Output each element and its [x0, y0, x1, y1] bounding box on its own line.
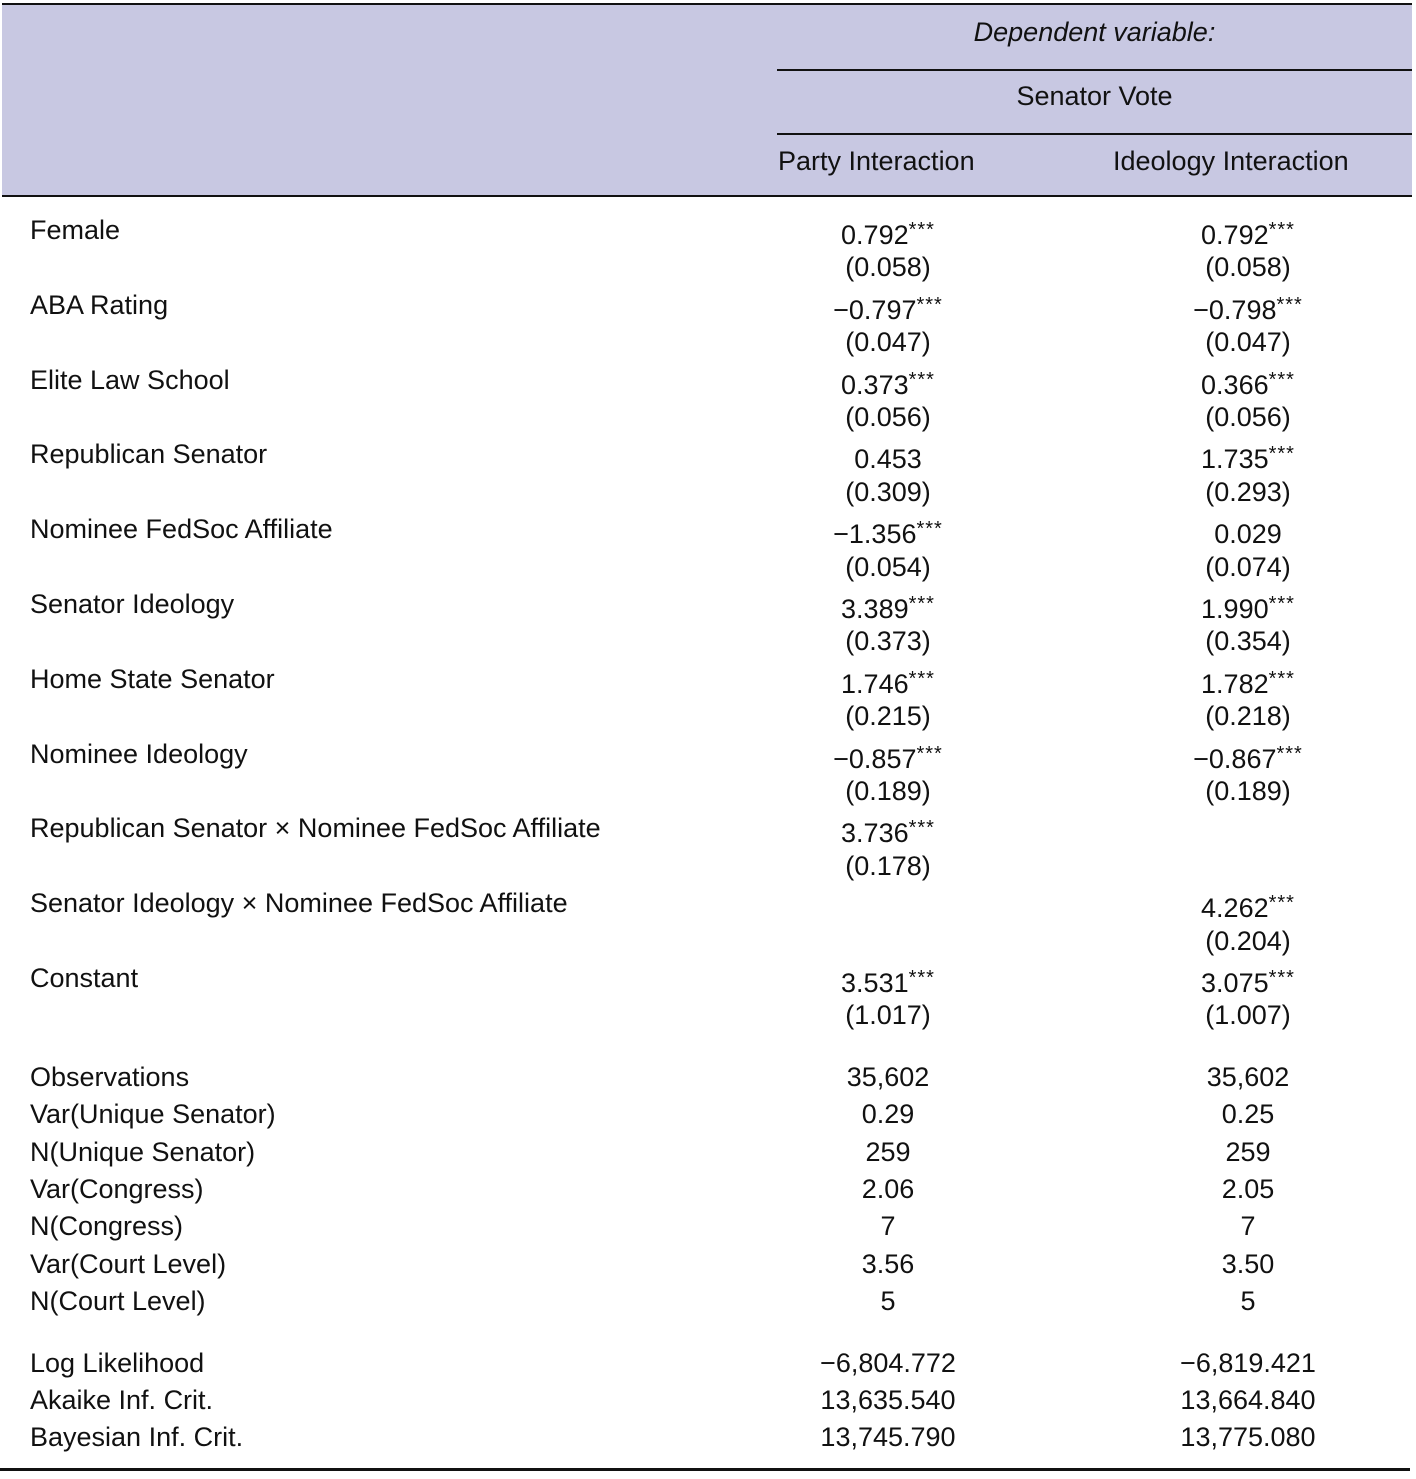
party-estimate [700, 362, 1076, 404]
model-stat-row [0, 1171, 1410, 1208]
ideology-estimate [1060, 511, 1416, 553]
significance-stars: *** [908, 593, 935, 615]
ideology-standard-error: (0.189) [1205, 776, 1291, 806]
ideology-stat-value: 35,602 [1206, 1061, 1290, 1092]
table-header [2, 3, 1412, 197]
variable-label: Senator Ideology × Nominee FedSoc Affiliate [30, 888, 568, 919]
significance-stars: *** [1268, 967, 1295, 989]
significance-stars: *** [1268, 443, 1295, 466]
stat-label: Var(Court Level) [30, 1248, 227, 1279]
significance-stars: *** [1276, 293, 1303, 316]
fit-stat-row [0, 1419, 1410, 1456]
fit-stat-row [0, 1345, 1410, 1382]
party-estimate [700, 511, 1076, 553]
standard-error-row [0, 249, 1410, 286]
estimate-value: −0.797 [833, 294, 917, 325]
coefficient-row [0, 511, 1410, 548]
party-standard-error: (0.189) [845, 776, 931, 806]
party-stat-value: 0.29 [861, 1099, 915, 1130]
party-standard-error: (1.017) [845, 1000, 931, 1031]
stat-label: Bayesian Inf. Crit. [30, 1422, 244, 1453]
party-stat-value: 7 [880, 1211, 896, 1242]
variable-label: Home State Senator [30, 663, 275, 694]
party-standard-error: (0.054) [845, 551, 931, 582]
estimate-value: −0.867 [1193, 743, 1277, 774]
ideology-standard-error: (0.074) [1205, 551, 1291, 582]
party-estimate [700, 287, 1076, 329]
estimate-value: 0.029 [1214, 519, 1282, 550]
standard-error-row [0, 773, 1410, 810]
regression-table [2, 3, 1412, 197]
significance-stars: *** [1268, 368, 1295, 391]
ideology-estimate [1060, 362, 1416, 404]
party-stat-value: 259 [865, 1136, 911, 1167]
estimate-value: 1.782 [1201, 668, 1269, 699]
variable-label: Elite Law School [30, 364, 230, 395]
significance-stars: *** [908, 368, 935, 391]
header-rule [777, 133, 1412, 135]
coefficient-row [0, 362, 1410, 399]
party-estimate [700, 661, 1076, 703]
coefficient-row [0, 960, 1410, 997]
stat-label: Akaike Inf. Crit. [30, 1385, 214, 1415]
standard-error-row [0, 549, 1410, 586]
model-stat-row [0, 1208, 1410, 1245]
standard-error-row [0, 474, 1410, 511]
ideology-estimate [1060, 212, 1416, 254]
standard-error-row [0, 623, 1410, 660]
variable-label: Constant [30, 963, 139, 993]
variable-label: Female [30, 215, 121, 245]
coefficient-row [0, 287, 1410, 324]
estimate-value: 0.373 [841, 369, 909, 400]
party-estimate [700, 960, 1076, 1002]
significance-stars: *** [916, 518, 943, 541]
variable-label: Republican Senator [30, 439, 268, 470]
ideology-standard-error: (0.058) [1205, 252, 1291, 283]
stat-label: Var(Unique Senator) [30, 1099, 276, 1130]
ideology-estimate [1060, 885, 1416, 927]
fit-stat-row [0, 1382, 1410, 1419]
party-standard-error: (0.309) [845, 476, 931, 507]
column-header-ideology: Ideology Interaction [1113, 146, 1349, 176]
ideology-stat-value: 13,775.080 [1180, 1422, 1316, 1453]
model-stat-row [0, 1246, 1410, 1283]
party-stat-value: 5 [880, 1286, 896, 1317]
estimate-value: −0.798 [1193, 294, 1277, 325]
party-standard-error: (0.215) [845, 701, 931, 732]
significance-stars: *** [908, 817, 935, 840]
estimate-value: 0.792 [1201, 220, 1269, 250]
model-stat-row [0, 1134, 1410, 1171]
party-stat-value: 13,745.790 [820, 1422, 956, 1453]
coefficient-row [0, 810, 1410, 847]
coefficient-row [0, 586, 1410, 623]
estimate-value: 3.389 [841, 594, 909, 624]
ideology-estimate [1060, 586, 1416, 628]
stat-label: N(Court Level) [30, 1286, 206, 1317]
significance-stars: *** [1268, 593, 1295, 615]
estimate-value: 4.262 [1201, 893, 1269, 924]
variable-label: Republican Senator × Nominee FedSoc Affiliate [30, 813, 601, 844]
ideology-stat-value: 2.05 [1221, 1174, 1275, 1204]
ideology-standard-error: (0.354) [1205, 626, 1291, 657]
party-estimate [700, 436, 1076, 478]
significance-stars: *** [1268, 219, 1295, 241]
estimate-value: −0.857 [833, 743, 917, 774]
party-stat-value: 13,635.540 [820, 1385, 956, 1415]
ideology-standard-error: (0.047) [1205, 327, 1291, 358]
standard-error-row [0, 997, 1410, 1034]
ideology-stat-value: 259 [1225, 1136, 1271, 1167]
estimate-value: 0.453 [854, 444, 922, 475]
ideology-estimate [1060, 661, 1416, 703]
coefficient-row [0, 885, 1410, 922]
ideology-standard-error: (1.007) [1205, 1000, 1291, 1031]
party-stat-value: 3.56 [861, 1248, 915, 1279]
ideology-stat-value: 0.25 [1221, 1099, 1275, 1130]
party-estimate [700, 212, 1076, 254]
significance-stars: *** [1268, 667, 1295, 690]
coefficient-row [0, 212, 1410, 249]
stat-label: N(Unique Senator) [30, 1136, 256, 1167]
standard-error-row [0, 848, 1410, 885]
coefficient-row [0, 436, 1410, 473]
estimate-value: 1.735 [1201, 444, 1269, 475]
ideology-stat-value: 7 [1240, 1211, 1256, 1242]
ideology-standard-error: (0.204) [1205, 925, 1291, 956]
variable-label: ABA Rating [30, 289, 169, 320]
standard-error-row [0, 399, 1410, 436]
variable-label: Nominee FedSoc Affiliate [30, 514, 333, 545]
ideology-stat-value: −6,819.421 [1180, 1347, 1316, 1378]
variable-label: Nominee Ideology [30, 738, 248, 769]
coefficient-row [0, 736, 1410, 773]
significance-stars: *** [908, 967, 935, 989]
model-stat-row [0, 1283, 1410, 1320]
dependent-variable-label: Dependent variable: [973, 17, 1216, 47]
significance-stars: *** [1276, 742, 1303, 765]
party-stat-value: 2.06 [861, 1174, 915, 1204]
ideology-standard-error: (0.218) [1205, 701, 1291, 732]
party-standard-error: (0.047) [845, 327, 931, 358]
estimate-value: 1.990 [1201, 594, 1269, 624]
party-standard-error: (0.056) [845, 402, 931, 432]
stat-label: N(Congress) [30, 1211, 184, 1242]
party-standard-error: (0.373) [845, 626, 931, 657]
significance-stars: *** [916, 293, 943, 316]
stat-label: Observations [30, 1061, 190, 1092]
stat-label: Log Likelihood [30, 1347, 205, 1378]
significance-stars: *** [908, 219, 935, 241]
party-estimate [700, 736, 1076, 778]
stat-label: Var(Congress) [30, 1174, 204, 1204]
significance-stars: *** [916, 742, 943, 765]
standard-error-row [0, 923, 1410, 960]
ideology-standard-error: (0.293) [1205, 476, 1291, 507]
ideology-stat-value: 5 [1240, 1286, 1256, 1317]
coefficient-row [0, 661, 1410, 698]
party-standard-error: (0.178) [845, 850, 931, 881]
estimate-value: 0.366 [1201, 369, 1269, 400]
party-estimate [700, 810, 1076, 852]
party-standard-error: (0.058) [845, 252, 931, 283]
dependent-variable-name: Senator Vote [1016, 81, 1173, 111]
estimate-value: 1.746 [841, 668, 909, 699]
estimate-value: 3.531 [841, 968, 909, 998]
estimate-value: 3.736 [841, 818, 909, 849]
model-stat-row [0, 1096, 1410, 1133]
ideology-standard-error: (0.056) [1205, 402, 1291, 432]
estimate-value: 0.792 [841, 220, 909, 250]
model-stat-row [0, 1059, 1410, 1096]
variable-label: Senator Ideology [30, 589, 235, 619]
standard-error-row [0, 698, 1410, 735]
standard-error-row [0, 324, 1410, 361]
ideology-stat-value: 3.50 [1221, 1248, 1275, 1279]
ideology-estimate [1060, 960, 1416, 1002]
ideology-estimate [1060, 436, 1416, 478]
party-stat-value: −6,804.772 [820, 1347, 956, 1378]
significance-stars: *** [908, 667, 935, 690]
significance-stars: *** [1268, 892, 1295, 915]
ideology-stat-value: 13,664.840 [1180, 1385, 1316, 1415]
ideology-estimate [1060, 287, 1416, 329]
ideology-estimate [1060, 736, 1416, 778]
header-rule [777, 69, 1412, 71]
column-header-party: Party Interaction [778, 146, 975, 176]
party-estimate [700, 586, 1076, 628]
estimate-value: 3.075 [1201, 968, 1269, 998]
party-stat-value: 35,602 [846, 1061, 930, 1092]
estimate-value: −1.356 [833, 519, 917, 550]
table-bottom-rule [0, 1468, 1410, 1471]
